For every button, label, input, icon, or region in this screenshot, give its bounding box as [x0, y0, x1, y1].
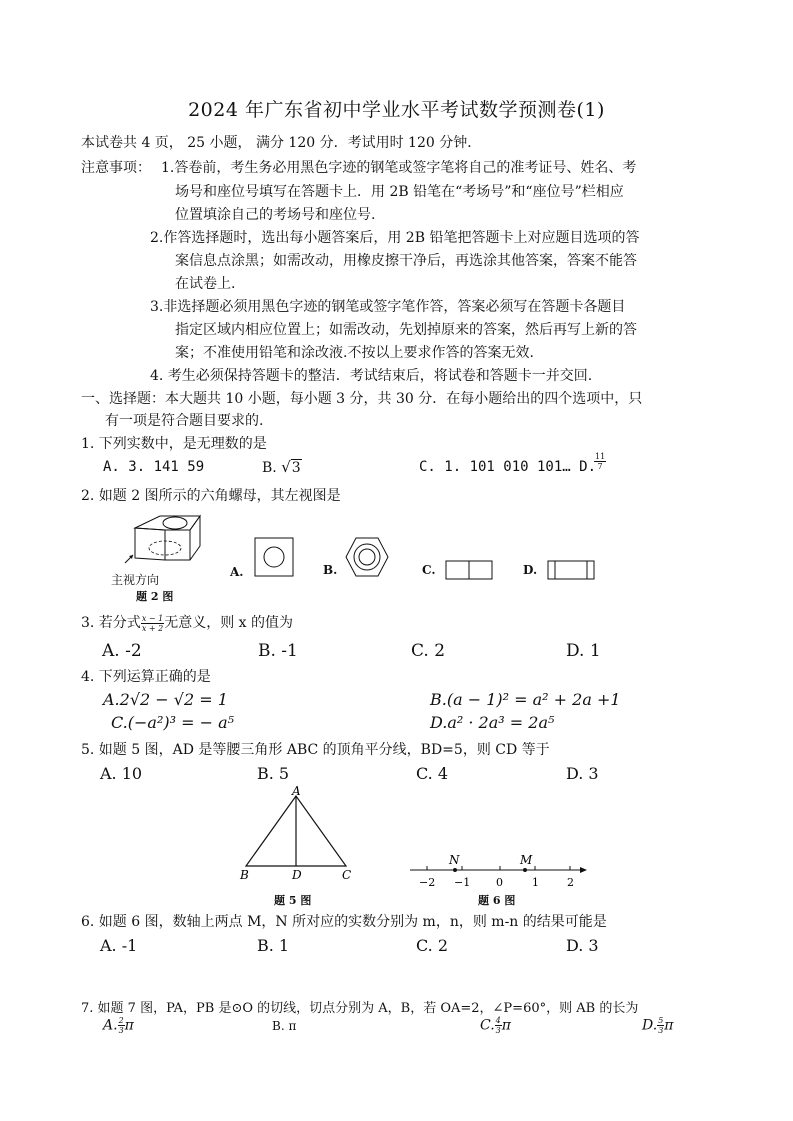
- q1-stem: 1. 下列实数中，是无理数的是: [81, 436, 267, 452]
- notes-label: 注意事项：: [81, 160, 151, 176]
- q2-option-a-label: A.: [230, 565, 244, 579]
- q3-option-c: C. 2: [411, 641, 446, 661]
- q5-vertex-c: C: [342, 868, 352, 882]
- note-2-line-2: 案信息点涂黑；如需改动，用橡皮擦干净后，再选涂其他答案，答案不能答: [175, 253, 637, 269]
- q5-option-d: D. 3: [566, 764, 599, 783]
- note-2-line-3: 在试卷上.: [175, 276, 236, 292]
- q6-tick-minus-1: −1: [454, 876, 471, 889]
- page-title: 2024 年广东省初中学业水平考试数学预测卷(1): [188, 99, 605, 121]
- q6-number-line-figure: [405, 850, 590, 892]
- note-3-line-3: 案；不准使用铅笔和涂改液.不按以上要求作答的答案无效.: [175, 345, 534, 361]
- q6-point-m: M: [520, 853, 533, 867]
- q2-option-b-figure: [344, 536, 390, 578]
- q3-option-b: B. -1: [258, 641, 298, 661]
- note-4-line-1: 4. 考生必须保持答题卡的整洁．考试结束后，将试卷和答题卡一并交回.: [150, 368, 593, 384]
- q4-option-a: A.2√2 − √2 = 1: [103, 690, 228, 709]
- q5-vertex-d: D: [292, 868, 302, 882]
- q2-stem: 2. 如题 2 图所示的六角螺母，其左视图是: [81, 488, 341, 504]
- q5-vertex-a: A: [292, 784, 301, 798]
- section-heading-line-1: 一、选择题：本大题共 10 小题，每小题 3 分，共 30 分．在每小题给出的四个选项中，只: [81, 391, 643, 407]
- note-1-line-3: 位置填涂自己的考场号和座位号.: [175, 207, 376, 223]
- q6-option-b: B. 1: [257, 936, 290, 955]
- q7-option-c: C. $\frac{4}{3}$ π: [480, 1016, 511, 1035]
- q6-point-n: N: [449, 853, 460, 867]
- note-3-line-1: 3.非选择题必须用黑色字迹的钢笔或签字笔作答，答案必须写在答题卡各题目: [150, 299, 626, 315]
- q2-option-d-figure: [546, 559, 596, 581]
- q7-stem: 7. 如题 7 图，PA，PB 是⊙O 的切线，切点分别为 A，B，若 OA=2，∠P=60°，则 AB 的长为: [81, 1001, 639, 1016]
- q6-option-d: D. 3: [566, 936, 599, 955]
- q5-option-c: C. 4: [416, 764, 449, 783]
- q4-stem: 4. 下列运算正确的是: [81, 669, 211, 685]
- q2-caption: 题 2 图: [136, 590, 174, 603]
- q7-option-d: D. $\frac{5}{3}$ π: [642, 1016, 674, 1035]
- q6-option-a: A. -1: [100, 936, 138, 955]
- q3-option-d: D. 1: [566, 641, 601, 661]
- q2-option-c-figure: [444, 559, 494, 581]
- q6-tick-1: 1: [532, 876, 539, 889]
- q1-option-c: C. 1. 101 010 101… D.: [419, 459, 597, 475]
- intro-text: 本试卷共 4 页， 25 小题， 满分 120 分．考试用时 120 分钟．: [81, 135, 482, 151]
- q6-stem: 6. 如题 6 图，数轴上两点 M，N 所对应的实数分别为 m，n，则 m-n 的结果可能是: [81, 914, 607, 930]
- q3-option-a: A. -2: [102, 641, 142, 661]
- q4-option-b: B.(a − 1)² = a² + 2a +1: [430, 690, 621, 709]
- q2-view-direction-label: 主视方向: [111, 573, 160, 587]
- q6-tick-2: 2: [567, 876, 574, 889]
- note-2-line-1: 2.作答选择题时，选出每小题答案后，用 2B 铅笔把答题卡上对应题目选项的答: [150, 230, 640, 246]
- q7-option-a: A. $\frac{2}{3}$ π: [103, 1016, 134, 1035]
- q1-option-a: A. 3. 141 59: [103, 459, 205, 475]
- q5-vertex-b: B: [240, 868, 249, 882]
- q1-option-d-fraction: $\frac{11}{7}$: [595, 452, 606, 471]
- q5-triangle-figure: [232, 784, 362, 884]
- q5-caption: 题 5 图: [274, 894, 312, 907]
- q7-option-b: B. π: [272, 1019, 297, 1033]
- q6-tick-0: 0: [496, 876, 503, 889]
- q4-option-c: C.(−a²)³ = − a⁵: [111, 713, 235, 732]
- q4-option-d: D.a² · 2a³ = 2a⁵: [430, 713, 555, 732]
- q6-tick-minus-2: −2: [419, 876, 436, 889]
- q5-stem: 5. 如题 5 图，AD 是等腰三角形 ABC 的顶角平分线，BD=5，则 CD 等于: [81, 742, 550, 758]
- section-heading-line-2: 有一项是符合题目要求的.: [105, 413, 264, 429]
- note-1-line-2: 场号和座位号填写在答题卡上．用 2B 铅笔在“考场号”和“座位号”栏相应: [175, 184, 624, 200]
- q2-option-d-label: D.: [523, 563, 538, 577]
- q6-caption: 题 6 图: [478, 894, 516, 907]
- q6-option-c: C. 2: [416, 936, 449, 955]
- note-1-line-1: 1.答卷前，考生务必用黑色字迹的钢笔或签字笔将自己的准考证号、姓名、考: [161, 160, 637, 176]
- q5-option-a: A. 10: [100, 764, 143, 783]
- q5-option-b: B. 5: [257, 764, 290, 783]
- q2-option-b-label: B.: [323, 563, 338, 577]
- note-3-line-2: 指定区域内相应位置上；如需改动，先划掉原来的答案，然后再写上新的答: [175, 322, 637, 338]
- q3-stem: 3. 若分式 $\frac{x - 1}{x + 2}$ 无意义，则 x 的值为: [81, 613, 293, 633]
- q2-option-a-figure: [253, 536, 295, 578]
- q1-option-b: B. √3: [262, 458, 301, 476]
- q2-option-c-label: C.: [422, 563, 436, 577]
